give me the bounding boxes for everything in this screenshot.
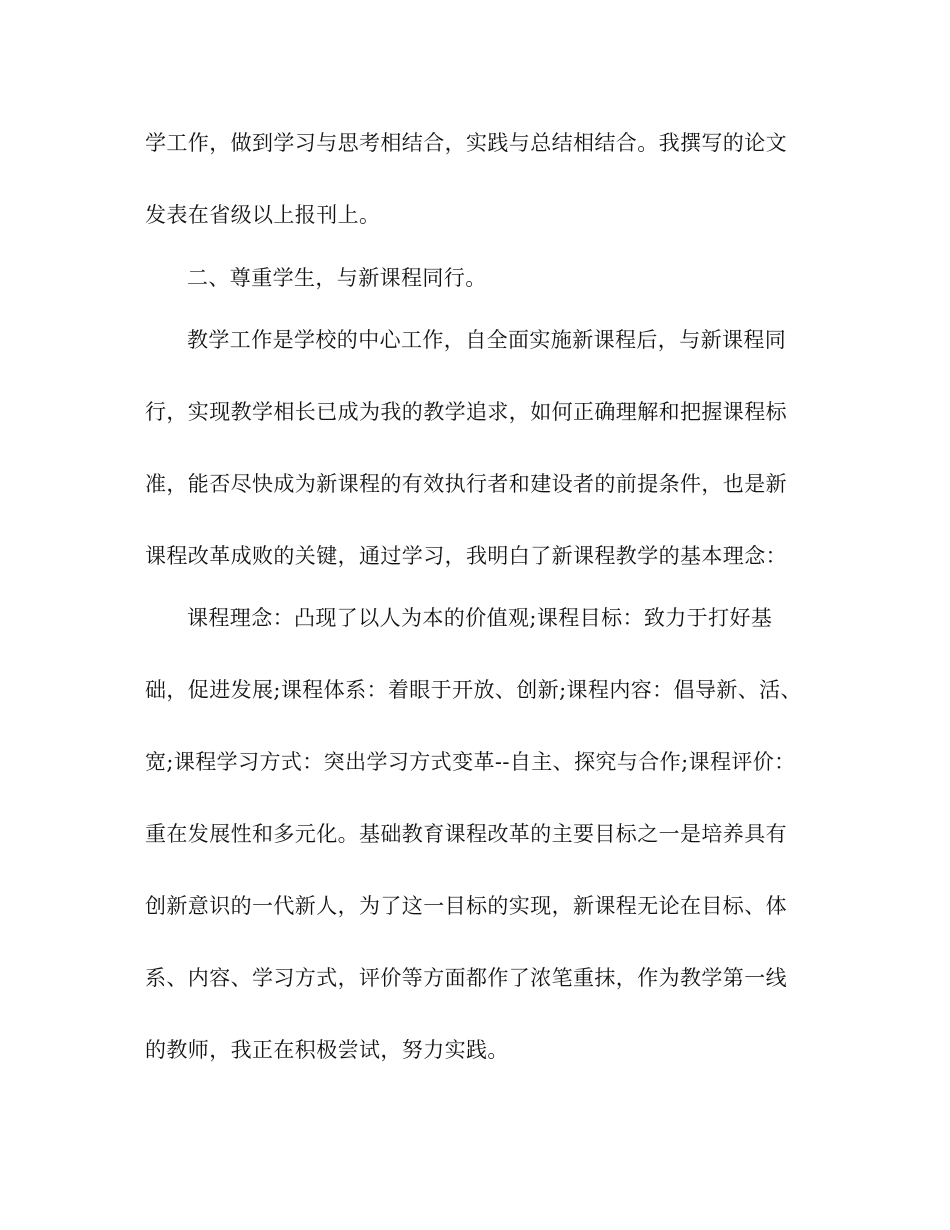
paragraph-line: 发表在省级以上报刊上。 bbox=[145, 203, 381, 227]
paragraph-line: 行，实现教学相长已成为我的教学追求，如何正确理解和把握课程标 bbox=[145, 400, 787, 424]
paragraph-line: 创新意识的一代新人，为了这一目标的实现，新课程无论在目标、体 bbox=[145, 894, 787, 918]
paragraph-line: 课程改革成败的关键，通过学习，我明白了新课程教学的基本理念： bbox=[145, 544, 787, 568]
paragraph-line: 课程理念：凸现了以人为本的价值观;课程目标：致力于打好基 bbox=[187, 606, 773, 630]
paragraph-line: 学工作，做到学习与思考相结合，实践与总结相结合。我撰写的论文 bbox=[145, 131, 787, 155]
section-heading: 二、尊重学生，与新课程同行。 bbox=[187, 266, 487, 290]
paragraph-line: 教学工作是学校的中心工作，自全面实施新课程后，与新课程同 bbox=[187, 328, 787, 352]
paragraph-line: 准，能否尽快成为新课程的有效执行者和建设者的前提条件，也是新 bbox=[145, 472, 787, 496]
paragraph-line: 系、内容、学习方式，评价等方面都作了浓笔重抹，作为教学第一线 bbox=[145, 966, 787, 990]
paragraph-line: 础，促进发展;课程体系：着眼于开放、创新;课程内容：倡导新、活、 bbox=[145, 678, 802, 702]
paragraph-line: 的教师，我正在积极尝试，努力实践。 bbox=[145, 1038, 509, 1062]
paragraph-line: 重在发展性和多元化。基础教育课程改革的主要目标之一是培养具有 bbox=[145, 822, 787, 846]
paragraph-line: 宽;课程学习方式：突出学习方式变革--自主、探究与合作;课程评价： bbox=[145, 750, 796, 774]
